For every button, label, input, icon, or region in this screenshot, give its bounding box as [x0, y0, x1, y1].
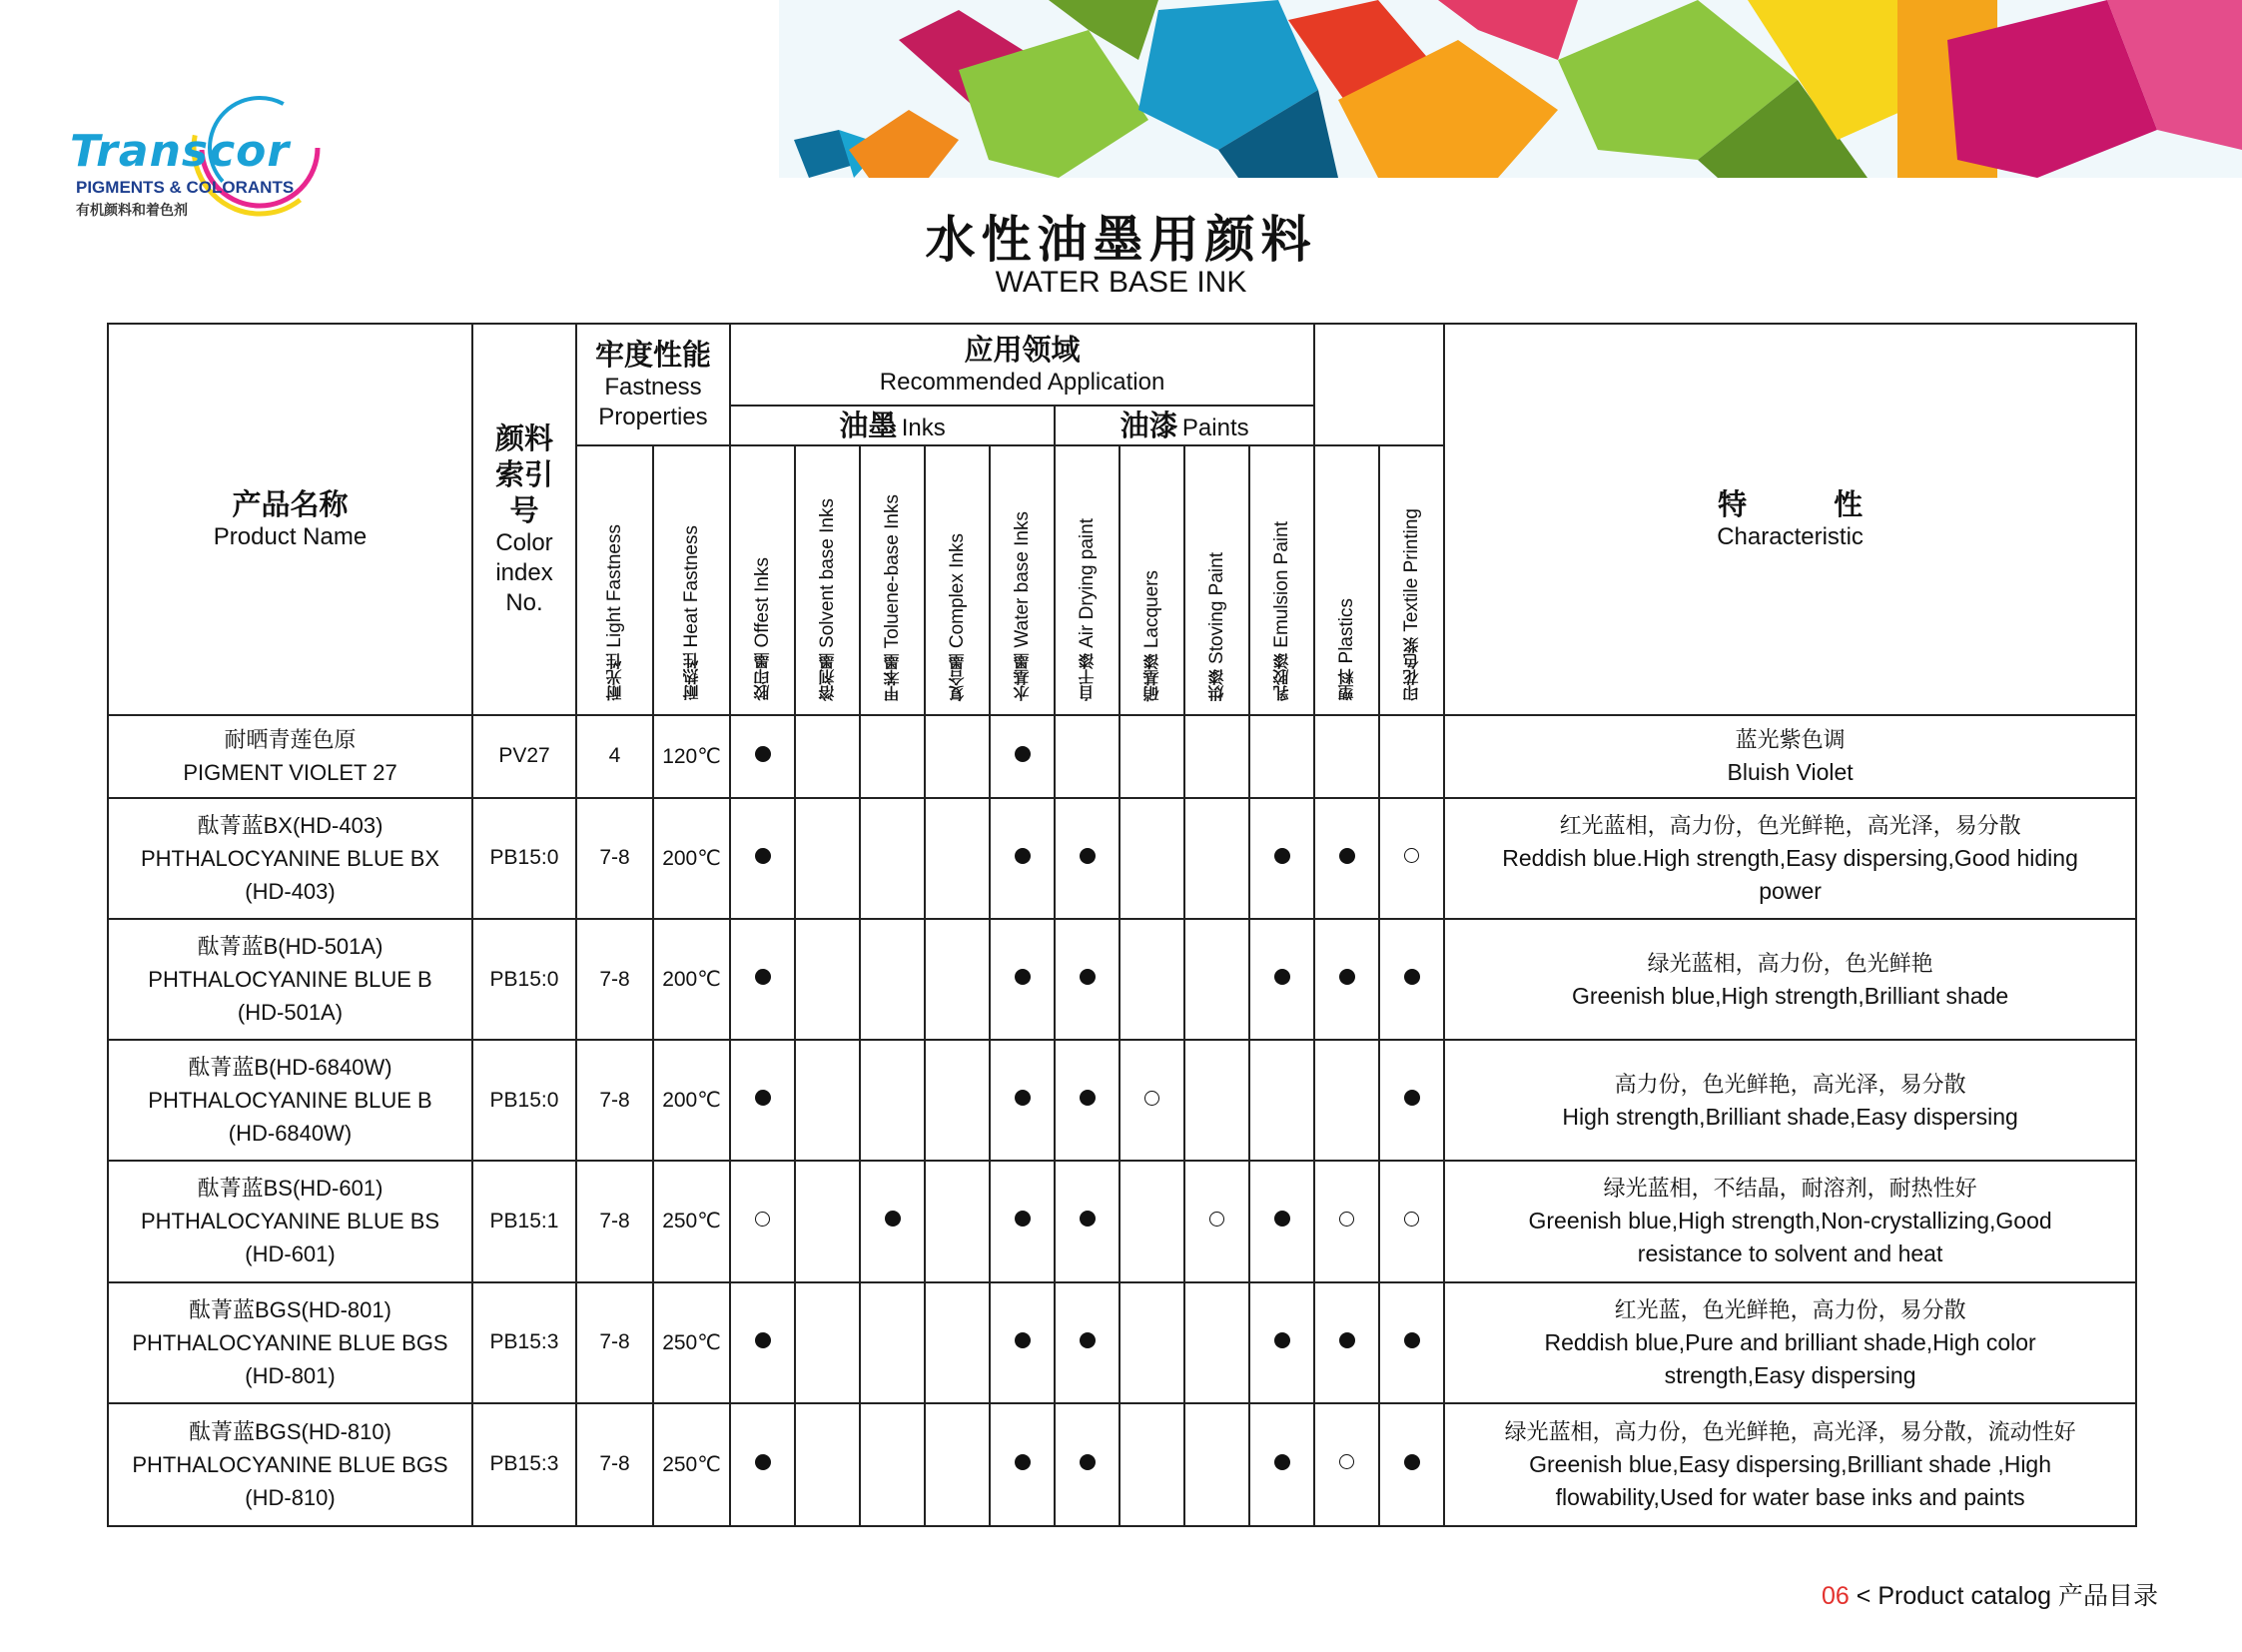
column-header-en: Stoving Paint: [1206, 551, 1227, 664]
column-header-label: [1076, 518, 1099, 701]
characteristic-en: Bluish Violet: [1727, 759, 1854, 786]
table-row: [108, 919, 2136, 1040]
product-name-cn: 酞菁蓝B(HD-501A): [197, 934, 383, 960]
page-title-cn: 水性油墨用颜料: [925, 211, 1317, 269]
light-fastness-cell: 4: [576, 715, 653, 798]
product-name-cn: 酞菁蓝BGS(HD-810): [189, 1418, 391, 1444]
column-header-cn: 烘漆: [1207, 669, 1226, 701]
filled-dot-icon: [1015, 848, 1031, 864]
application-cell: [795, 1403, 860, 1526]
filled-dot-icon: [1015, 1332, 1031, 1348]
header-characteristic: [1444, 324, 2136, 715]
product-name-cell: [108, 1403, 472, 1526]
product-code: (HD-801): [245, 1362, 336, 1388]
product-name-cn: 耐晒青莲色原: [224, 727, 357, 753]
column-header-label: [1011, 511, 1034, 701]
application-cell: [1249, 798, 1314, 919]
application-cell: [730, 1161, 795, 1281]
application-cell: [1379, 1040, 1444, 1161]
table-row: [108, 1403, 2136, 1526]
header-plastics-textile-spacer: [1314, 324, 1444, 445]
product-table: [107, 323, 2137, 1527]
open-circle-icon: [755, 1212, 770, 1227]
application-cell: [1249, 1161, 1314, 1281]
light-fastness-cell: 7-8: [576, 1161, 653, 1281]
filled-dot-icon: [1404, 1454, 1420, 1470]
header-product-name: [108, 324, 472, 715]
application-cell: [1055, 715, 1120, 798]
filled-dot-icon: [1274, 969, 1290, 985]
column-header-cn: 耐光性: [605, 653, 624, 701]
color-index-cell: PB15:3: [472, 1282, 576, 1403]
filled-dot-icon: [1015, 1211, 1031, 1227]
characteristic-en: Reddish blue,Pure and brilliant shade,High color strength,Easy dispersing: [1544, 1328, 2036, 1388]
column-header-en: Complex Inks: [947, 532, 968, 648]
application-cell: [795, 1040, 860, 1161]
application-cell: [1249, 1282, 1314, 1403]
light-fastness-cell: 7-8: [576, 919, 653, 1040]
characteristic-cn: 红光蓝相，高力份，色光鲜艳，高光泽，易分散: [1559, 812, 2021, 838]
header-paints-en: Paints: [1181, 414, 1249, 441]
filled-dot-icon: [755, 848, 771, 864]
heat-fastness-cell: 200℃: [653, 1040, 730, 1161]
page-footer: [1822, 1576, 2158, 1612]
column-header-en: Emulsion Paint: [1271, 520, 1293, 648]
color-index-cell: PB15:1: [472, 1161, 576, 1281]
heat-fastness-cell: 250℃: [653, 1282, 730, 1403]
application-cell: [1184, 1040, 1249, 1161]
table-body: [108, 715, 2136, 1526]
filled-dot-icon: [755, 1332, 771, 1348]
column-header-en: Offest Inks: [752, 557, 773, 648]
product-name-en: PHTHALOCYANINE BLUE B: [148, 967, 432, 993]
characteristic-en: High strength,Brilliant shade,Easy dispersing: [1562, 1103, 2018, 1130]
filled-dot-icon: [1015, 1090, 1031, 1106]
application-cell: [730, 715, 795, 798]
application-cell: [1249, 715, 1314, 798]
product-name-cell: [108, 798, 472, 919]
characteristic-cell: [1444, 715, 2136, 798]
table-row: [108, 1161, 2136, 1281]
header-application: [730, 324, 1314, 406]
application-cell: [730, 1282, 795, 1403]
filled-dot-icon: [1080, 848, 1096, 864]
application-cell: [925, 1040, 990, 1161]
open-circle-icon: [1339, 1454, 1354, 1469]
application-cell: [1184, 1282, 1249, 1403]
characteristic-en: Greenish blue,High strength,Brilliant shade: [1571, 982, 2009, 1009]
application-cell: [1379, 919, 1444, 1040]
header-paints: [1055, 406, 1314, 445]
application-cell: [1379, 798, 1444, 919]
color-index-cell: PV27: [472, 715, 576, 798]
application-cell: [990, 1403, 1055, 1526]
header-fastness: [576, 324, 730, 445]
light-fastness-cell: 7-8: [576, 1282, 653, 1403]
application-cell: [730, 919, 795, 1040]
application-cell: [730, 798, 795, 919]
application-cell: [1379, 1282, 1444, 1403]
characteristic-en: Greenish blue,High strength,Non-crystallizing,Good resistance to solvent and heat: [1528, 1208, 2052, 1267]
column-header-cn: 复合墨: [948, 653, 967, 701]
application-cell: [1120, 715, 1184, 798]
application-cell: [860, 1040, 925, 1161]
application-cell: [1055, 919, 1120, 1040]
application-cell: [1120, 1282, 1184, 1403]
application-cell: [925, 1161, 990, 1281]
product-name-en: PHTHALOCYANINE BLUE BGS: [132, 1451, 448, 1477]
column-header-water-base-inks: [990, 445, 1055, 715]
filled-dot-icon: [755, 746, 771, 762]
column-header-label: [881, 494, 904, 702]
open-circle-icon: [1339, 1212, 1354, 1227]
heat-fastness-cell: 120℃: [653, 715, 730, 798]
filled-dot-icon: [1339, 848, 1355, 864]
product-name-en: PHTHALOCYANINE BLUE BX: [140, 845, 440, 871]
characteristic-cn: 绿光蓝相，高力份，色光鲜艳: [1647, 950, 1933, 976]
application-cell: [1055, 798, 1120, 919]
product-name-en: PHTHALOCYANINE BLUE BGS: [132, 1329, 448, 1355]
application-cell: [1120, 919, 1184, 1040]
table-row: [108, 1282, 2136, 1403]
column-header-textile-printing: [1379, 445, 1444, 715]
header-product-name-cn: 产品名称: [232, 487, 349, 521]
application-cell: [1379, 1161, 1444, 1281]
column-header-stoving-paint: [1184, 445, 1249, 715]
filled-dot-icon: [1404, 1090, 1420, 1106]
table-row: [108, 715, 2136, 798]
header-inks-en: Inks: [901, 414, 946, 441]
product-name-en: PHTHALOCYANINE BLUE BS: [140, 1209, 440, 1235]
column-header-heat-fastness: [653, 445, 730, 715]
filled-dot-icon: [1274, 1454, 1290, 1470]
column-header-label: [1270, 521, 1293, 701]
column-header-cn: 水基墨: [1013, 653, 1032, 701]
application-cell: [1314, 1282, 1379, 1403]
application-cell: [730, 1040, 795, 1161]
filled-dot-icon: [1080, 969, 1096, 985]
application-cell: [860, 798, 925, 919]
application-cell: [1120, 1161, 1184, 1281]
product-name-cell: [108, 715, 472, 798]
application-cell: [795, 1282, 860, 1403]
column-header-cn: 自干漆: [1078, 653, 1097, 701]
application-cell: [1184, 1403, 1249, 1526]
column-header-cn: 印花色浆: [1402, 637, 1422, 701]
characteristic-cn: 绿光蓝相，不结晶，耐溶剂，耐热性好: [1603, 1176, 1977, 1202]
application-cell: [1120, 1403, 1184, 1526]
application-cell: [730, 1403, 795, 1526]
column-header-en: Solvent base Inks: [817, 497, 838, 648]
filled-dot-icon: [755, 1090, 771, 1106]
color-index-cell: PB15:0: [472, 798, 576, 919]
column-header-label: [1335, 598, 1358, 701]
column-header-cn: 塑料: [1337, 669, 1357, 701]
header-paints-cn: 油漆: [1120, 409, 1178, 442]
application-cell: [1249, 1040, 1314, 1161]
application-cell: [1379, 1403, 1444, 1526]
application-cell: [860, 1403, 925, 1526]
characteristic-cn: 蓝光紫色调: [1735, 727, 1846, 753]
column-header-label: [816, 498, 839, 701]
characteristic-cell: [1444, 919, 2136, 1040]
header-fastness-en: Fastness Properties: [598, 374, 708, 430]
header-inks-cn: 油墨: [839, 409, 898, 442]
heat-fastness-cell: 250℃: [653, 1161, 730, 1281]
filled-dot-icon: [1404, 1332, 1420, 1348]
application-cell: [1314, 798, 1379, 919]
filled-dot-icon: [1080, 1454, 1096, 1470]
open-circle-icon: [1404, 848, 1419, 863]
product-name-en: PIGMENT VIOLET 27: [183, 760, 397, 786]
characteristic-en: Greenish blue,Easy dispersing,Brilliant shade ,High flowability,Used for water base inks and paints: [1529, 1450, 2052, 1510]
column-header-label: [603, 524, 626, 701]
column-header-cn: 溶剂墨: [818, 653, 837, 701]
product-name-cn: 酞菁蓝B(HD-6840W): [188, 1055, 392, 1081]
logo-subtitle: PIGMENTS & COLORANTS: [76, 178, 295, 197]
application-cell: [1184, 919, 1249, 1040]
header-inks: [730, 406, 1055, 445]
header-application-en: Recommended Application: [879, 369, 1165, 396]
column-header-label: [1140, 570, 1163, 701]
column-header-label: [751, 557, 774, 701]
application-cell: [1184, 1161, 1249, 1281]
color-index-cell: PB15:3: [472, 1403, 576, 1526]
column-header-solvent-base-inks: [795, 445, 860, 715]
filled-dot-icon: [755, 1454, 771, 1470]
open-circle-icon: [1144, 1091, 1159, 1106]
application-cell: [860, 919, 925, 1040]
filled-dot-icon: [1015, 1454, 1031, 1470]
light-fastness-cell: 7-8: [576, 1403, 653, 1526]
application-cell: [925, 715, 990, 798]
application-cell: [990, 1040, 1055, 1161]
characteristic-en: Reddish blue.High strength,Easy dispersing,Good hiding power: [1502, 844, 2078, 904]
column-header-cn: 甲苯墨: [883, 653, 902, 701]
column-header-complex-inks: [925, 445, 990, 715]
column-header-en: Water base Inks: [1012, 511, 1033, 648]
column-header-label: [946, 533, 969, 701]
column-header-en: Lacquers: [1141, 569, 1162, 648]
application-cell: [860, 1282, 925, 1403]
application-cell: [1314, 715, 1379, 798]
filled-dot-icon: [1274, 848, 1290, 864]
application-cell: [795, 1161, 860, 1281]
product-code: (HD-6840W): [228, 1121, 353, 1147]
heat-fastness-cell: 250℃: [653, 1403, 730, 1526]
filled-dot-icon: [1015, 969, 1031, 985]
column-header-en: Air Drying paint: [1077, 517, 1098, 648]
column-header-emulsion-paint: [1249, 445, 1314, 715]
column-header-cn: 乳胶漆: [1272, 653, 1292, 701]
application-cell: [795, 715, 860, 798]
column-header-en: Textile Printing: [1401, 508, 1423, 632]
header-characteristic-en: Characteristic: [1717, 523, 1864, 550]
application-cell: [1314, 1161, 1379, 1281]
header-characteristic-cn: 特 性: [1718, 487, 1864, 521]
header-application-cn: 应用领域: [964, 333, 1081, 367]
column-header-cn: 胶印墨: [753, 653, 772, 701]
logo-subtitle-cn: 有机颜料和着色剂: [76, 202, 188, 218]
filled-dot-icon: [755, 969, 771, 985]
application-cell: [1055, 1282, 1120, 1403]
column-header-en: Heat Fastness: [681, 525, 702, 648]
header-color-index: [472, 324, 576, 715]
characteristic-cell: [1444, 798, 2136, 919]
filled-dot-icon: [1404, 969, 1420, 985]
application-cell: [925, 798, 990, 919]
column-header-label: [1205, 552, 1228, 701]
characteristic-cell: [1444, 1040, 2136, 1161]
logo-wordmark: Transcor: [70, 126, 291, 177]
heat-fastness-cell: 200℃: [653, 798, 730, 919]
application-cell: [990, 798, 1055, 919]
application-cell: [1120, 1040, 1184, 1161]
application-cell: [1314, 1040, 1379, 1161]
page-title-en: WATER BASE INK: [995, 266, 1247, 299]
filled-dot-icon: [1080, 1211, 1096, 1227]
application-cell: [795, 798, 860, 919]
column-header-en: Light Fastness: [604, 524, 625, 648]
table-row: [108, 798, 2136, 919]
page-number: 06: [1822, 1582, 1850, 1610]
characteristic-cn: 红光蓝，色光鲜艳，高力份，易分散: [1614, 1296, 1966, 1322]
light-fastness-cell: 7-8: [576, 1040, 653, 1161]
application-cell: [1249, 1403, 1314, 1526]
filled-dot-icon: [1274, 1211, 1290, 1227]
application-cell: [1184, 715, 1249, 798]
application-cell: [1184, 798, 1249, 919]
header-fastness-cn: 牢度性能: [594, 338, 711, 372]
product-name-cell: [108, 1040, 472, 1161]
footer-text: < Product catalog 产品目录: [1849, 1582, 2158, 1610]
application-cell: [990, 1161, 1055, 1281]
column-header-light-fastness: [576, 445, 653, 715]
color-index-cell: PB15:0: [472, 1040, 576, 1161]
filled-dot-icon: [1274, 1332, 1290, 1348]
product-code: (HD-601): [245, 1241, 336, 1267]
application-cell: [1055, 1040, 1120, 1161]
filled-dot-icon: [885, 1211, 901, 1227]
column-header-cn: 耐热性: [682, 653, 701, 701]
filled-dot-icon: [1080, 1090, 1096, 1106]
column-header-en: Plastics: [1336, 598, 1358, 664]
column-header-label: [680, 525, 703, 701]
column-header-en: Toluene-base Inks: [882, 493, 903, 648]
column-header-lacquers: [1120, 445, 1184, 715]
table-row: [108, 1040, 2136, 1161]
filled-dot-icon: [1339, 1332, 1355, 1348]
characteristic-cell: [1444, 1161, 2136, 1281]
column-header-plastics: [1314, 445, 1379, 715]
application-cell: [1120, 798, 1184, 919]
application-cell: [925, 1403, 990, 1526]
filled-dot-icon: [1015, 746, 1031, 762]
application-cell: [990, 1282, 1055, 1403]
column-header-cn: 硝基漆: [1142, 653, 1161, 701]
characteristic-cn: 绿光蓝相，高力份，色光鲜艳，高光泽，易分散，流动性好: [1504, 1418, 2076, 1444]
product-name-en: PHTHALOCYANINE BLUE B: [148, 1088, 432, 1114]
characteristic-cell: [1444, 1403, 2136, 1526]
header-color-index-en: Color index No.: [495, 529, 553, 616]
open-circle-icon: [1209, 1212, 1224, 1227]
application-cell: [1379, 715, 1444, 798]
characteristic-cell: [1444, 1282, 2136, 1403]
application-cell: [1314, 919, 1379, 1040]
header-color-index-cn: 颜料索引号: [494, 421, 553, 527]
product-name-cn: 酞菁蓝BX(HD-403): [197, 812, 383, 838]
color-index-cell: PB15:0: [472, 919, 576, 1040]
product-name-cell: [108, 919, 472, 1040]
column-header-label: [1400, 508, 1423, 701]
filled-dot-icon: [1339, 969, 1355, 985]
heat-fastness-cell: 200℃: [653, 919, 730, 1040]
light-fastness-cell: 7-8: [576, 798, 653, 919]
product-code: (HD-403): [245, 878, 336, 904]
header-product-name-en: Product Name: [213, 523, 368, 550]
product-name-cell: [108, 1282, 472, 1403]
application-cell: [795, 919, 860, 1040]
application-cell: [1314, 1403, 1379, 1526]
application-cell: [1055, 1403, 1120, 1526]
product-name-cn: 酞菁蓝BS(HD-601): [197, 1176, 383, 1202]
application-cell: [860, 715, 925, 798]
product-code: (HD-501A): [237, 1000, 344, 1026]
application-cell: [860, 1161, 925, 1281]
product-name-cell: [108, 1161, 472, 1281]
column-header-toluene-base-inks: [860, 445, 925, 715]
column-header-air-drying-paint: [1055, 445, 1120, 715]
column-header-offest-inks: [730, 445, 795, 715]
product-name-cn: 酞菁蓝BGS(HD-801): [189, 1296, 391, 1322]
product-code: (HD-810): [245, 1484, 336, 1510]
application-cell: [925, 1282, 990, 1403]
application-cell: [925, 919, 990, 1040]
application-cell: [990, 715, 1055, 798]
application-cell: [1055, 1161, 1120, 1281]
characteristic-cn: 高力份，色光鲜艳，高光泽，易分散: [1614, 1071, 1966, 1097]
application-cell: [1249, 919, 1314, 1040]
open-circle-icon: [1404, 1212, 1419, 1227]
filled-dot-icon: [1080, 1332, 1096, 1348]
application-cell: [990, 919, 1055, 1040]
